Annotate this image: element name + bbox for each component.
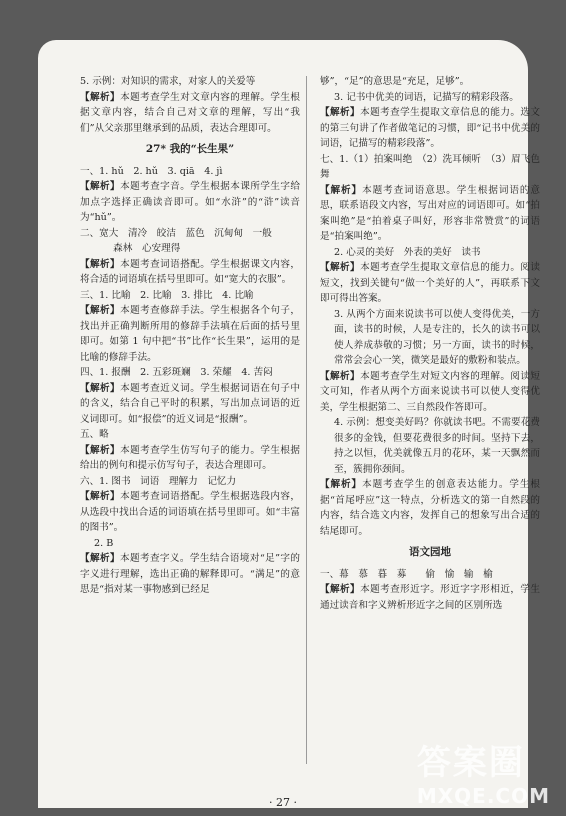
answer-line: 五、略 bbox=[80, 429, 109, 440]
analysis-tag: 【解析】 bbox=[320, 184, 363, 196]
answer-line: 一、1. hǔ 2. hǔ 3. qiā 4. jì bbox=[80, 165, 223, 177]
watermark-logo bbox=[417, 735, 550, 808]
analysis-text: 本题考查学生对文章内容的理解。学生根据文章内容，结合自己对文章的理解，写出“我们”从父亲那里继承到的品质，表达合理即可。 bbox=[80, 91, 301, 134]
analysis-paragraph bbox=[80, 551, 300, 598]
page-number: · 27 · bbox=[269, 796, 297, 809]
answer-line: 三、1. 比喻 2. 比喻 3. 排比 4. 比喻 bbox=[80, 289, 254, 301]
analysis-text: 本题考查学生提取文章信息的能力。阅读短文，找到关键句“做一个美好的人”，再联系下文即可得出答案。 bbox=[320, 262, 541, 304]
analysis-tag: 【解析】 bbox=[320, 107, 361, 118]
answer-line: 六、1. 图书 词语 理解力 记忆力 bbox=[80, 475, 237, 487]
analysis-paragraph bbox=[320, 260, 540, 307]
analysis-text: 本题考查学生提取文章信息的能力。选文的第三句讲了作者做笔记的习惯，即“记书中优美的词语，记描写的精彩段落”。 bbox=[320, 107, 541, 149]
analysis-text: 本题考查形近字。形近字字形相近，学生通过读音和字义辨析形近字之间的区别所选 bbox=[320, 584, 541, 611]
analysis-tag: 【解析】 bbox=[80, 91, 121, 103]
analysis-paragraph bbox=[80, 179, 300, 226]
answer-line: 四、1. 报酬 2. 五彩斑斓 3. 荣耀 4. 苦闷 bbox=[80, 367, 273, 378]
analysis-text: 本题考查学生对短文内容的理解。阅读短文可知，作者从两个方面来说读书可以使人变得优美，学生根据第二、三自然段作答即可。 bbox=[320, 370, 541, 413]
answer-line: 森林 心安理得 bbox=[94, 243, 181, 254]
analysis-tag: 【解析】 bbox=[320, 584, 361, 595]
analysis-paragraph bbox=[320, 369, 540, 416]
analysis-paragraph bbox=[80, 443, 300, 474]
analysis-text: 本题考查字义。学生结合语境对“足”字的字义进行理解，选出正确的解释即可。“满足”的意思是“指对某一事物感到已经足 bbox=[80, 553, 301, 595]
watermark-text: 答案圈 bbox=[416, 743, 525, 783]
answer-line: 4. 示例：想变美好吗？你就读书吧。不需要花费很多的金钱，但要花费很多的时间。坚持下去，持之以恒，优美就像五月的花环，某一天飘然而至，簇拥你颈间。 bbox=[334, 417, 540, 475]
answer-line: 3. 记书中优美的词语，记描写的精彩段落。 bbox=[334, 91, 519, 103]
answer-line: 一、幕 慕 暮 募 偷 愉 输 榆 bbox=[320, 568, 493, 580]
analysis-text: 本题考查近义词。学生根据词语在句子中的含义，结合自己平时的积累，写出加点词语的近义词即可。如“报偿”的近义词是“报酬”。 bbox=[80, 382, 301, 425]
left-column bbox=[80, 74, 300, 598]
answer-page bbox=[38, 40, 541, 809]
analysis-paragraph bbox=[320, 477, 540, 539]
analysis-text: 本题考查词语意思。学生根据词语的意思，联系语段文内容，写出对应的词语即可。如“拍案叫绝”是“拍着桌子叫好，形容非常赞赏”的词语是“拍案叫绝”。 bbox=[320, 184, 541, 242]
analysis-paragraph bbox=[80, 303, 300, 365]
analysis-text: 本题考查修辞手法。学生根据各个句子，找出并正确判断所用的修辞手法填在后面的括号里即可。如第 1 句中把“书”比作“长生果”，运用的是比喻的修辞手法。 bbox=[80, 305, 301, 363]
answer-line: 2. B bbox=[94, 537, 114, 549]
analysis-tag: 【解析】 bbox=[80, 444, 121, 456]
analysis-tag: 【解析】 bbox=[80, 305, 121, 316]
analysis-tag: 【解析】 bbox=[320, 479, 363, 490]
analysis-paragraph bbox=[80, 90, 300, 137]
analysis-tag: 【解析】 bbox=[80, 491, 121, 502]
section-title: 语文园地 bbox=[409, 546, 451, 558]
analysis-text: 本题考查学生仿写句子的能力。学生根据给出的例句和提示仿写句子，表达合理即可。 bbox=[80, 444, 301, 471]
analysis-paragraph bbox=[80, 381, 300, 428]
analysis-text: 本题考查字音。学生根据本课所学生字给加点字选择正确读音即可。如“水浒”的“浒”读音为“hǔ”。 bbox=[80, 181, 301, 223]
watermark-url: MXQE.COM bbox=[416, 784, 550, 808]
analysis-paragraph bbox=[80, 489, 300, 536]
answer-line: 5. 示例：对知识的需求，对家人的关爱等 bbox=[80, 76, 256, 87]
analysis-text: 本题考查学生的创意表达能力。学生根据“首尾呼应”这一特点，分析选文的第一自然段的内容，结合选文内容，发挥自己的想象写出合适的结尾即可。 bbox=[320, 479, 541, 537]
answer-line: 二、宽大 清冷 皎洁 蓝色 沉甸甸 一般 bbox=[80, 227, 272, 239]
answer-line: 七、1.（1）拍案叫绝 （2）洗耳倾听 （3）眉飞色舞 bbox=[320, 153, 540, 180]
analysis-paragraph bbox=[320, 582, 540, 613]
analysis-tag: 【解析】 bbox=[80, 382, 121, 394]
analysis-paragraph bbox=[80, 257, 300, 288]
right-column bbox=[320, 74, 540, 613]
analysis-text: 本题考查词语搭配。学生根据选段内容，从选段中找出合适的词语填在括号里即可。如“丰富的图书”。 bbox=[80, 491, 301, 533]
analysis-paragraph bbox=[320, 183, 540, 245]
column-divider bbox=[306, 76, 307, 764]
analysis-tag: 【解析】 bbox=[320, 262, 361, 273]
answer-line: 3. 从两个方面来说读书可以使人变得优美，一方面，读书的时候，人是专注的，长久的读书可以使人养成恭敬的习惯；另一方面，读书的时候，常常会会心一笑，微笑是最好的敷粉和装点。 bbox=[334, 308, 540, 366]
analysis-tag: 【解析】 bbox=[80, 553, 120, 564]
analysis-paragraph bbox=[320, 105, 540, 152]
answer-line: 够”，“足”的意思是“充足，足够”。 bbox=[320, 76, 470, 87]
section-title: 27* 我的“长生果” bbox=[145, 143, 235, 155]
analysis-text: 本题考查词语搭配。学生根据课文内容，将合适的词语填在括号里即可。如“宽大的衣服”。 bbox=[80, 258, 301, 285]
analysis-tag: 【解析】 bbox=[320, 370, 361, 382]
answer-line: 2. 心灵的美好 外表的美好 读书 bbox=[334, 246, 481, 258]
analysis-tag: 【解析】 bbox=[80, 181, 121, 192]
analysis-tag: 【解析】 bbox=[80, 258, 121, 270]
